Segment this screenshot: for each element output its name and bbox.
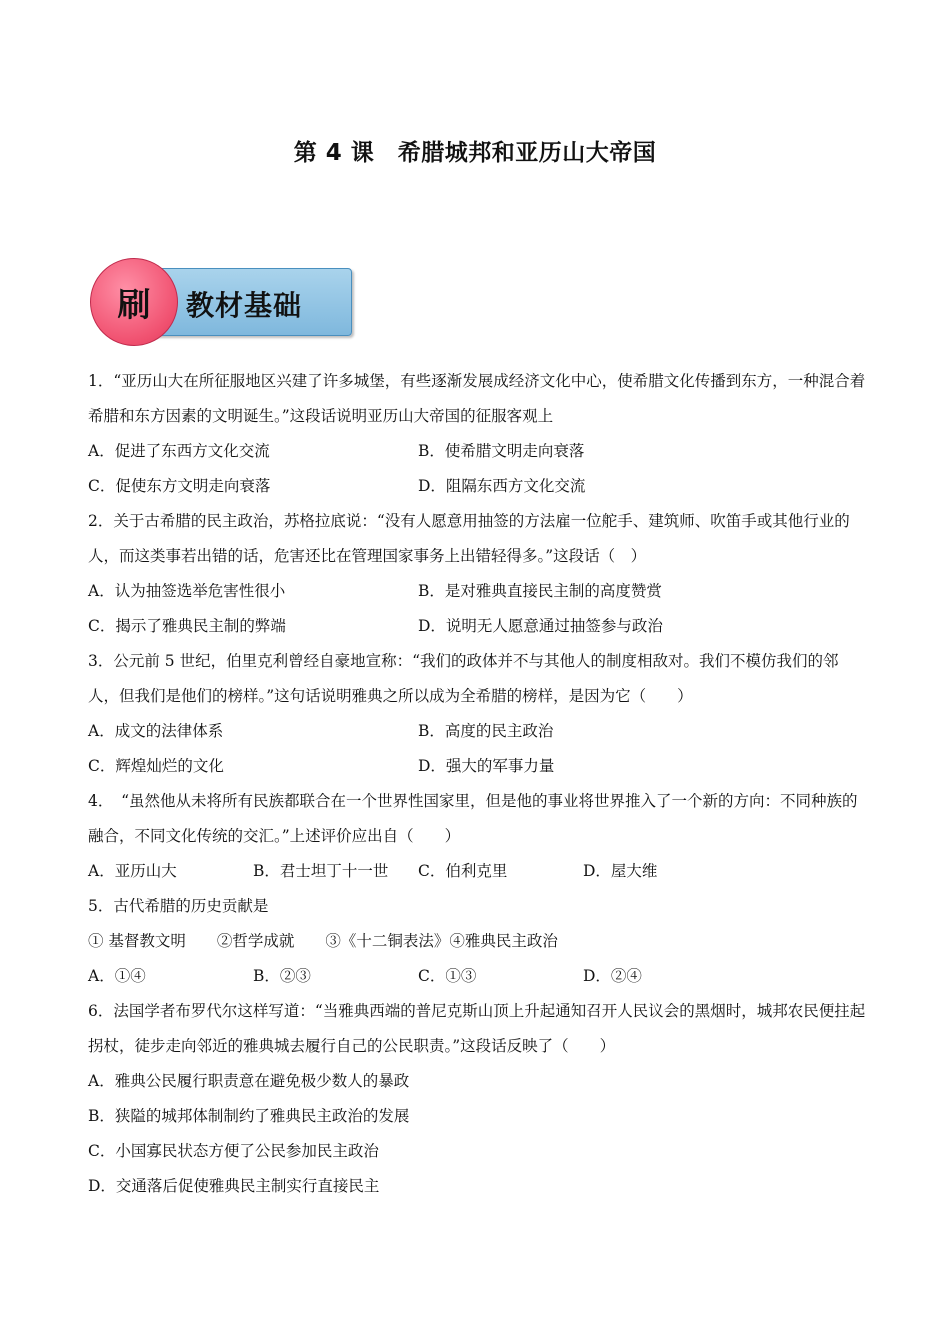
section-badge bbox=[88, 266, 354, 338]
question-stem: 1．“亚历山大在所征服地区兴建了许多城堡，有些逐渐发展成经济文化中心，使希腊文化传播到东方，一种混合着希腊和东方因素的文明诞生。”这段话说明亚历山大帝国的征服客观上 bbox=[88, 372, 866, 425]
badge-char: 刷 bbox=[117, 284, 151, 324]
option-a: A．雅典公民履行职责意在避免极少数人的暴政 bbox=[88, 1072, 410, 1090]
option-c: C．小国寡民状态方便了公民参加民主政治 bbox=[88, 1142, 379, 1160]
option-b: B．使希腊文明走向衰落 bbox=[418, 442, 585, 460]
option-a: A．①④ bbox=[88, 967, 146, 985]
question-stem: 3．公元前 5 世纪，伯里克利曾经自豪地宣称：“我们的政体并不与其他人的制度相敌对。我们不模仿我们的邻人，但我们是他们的榜样。”这句话说明雅典之所以成为全希腊的榜样，是因为它（ ） bbox=[88, 652, 839, 705]
question-stem: 5．古代希腊的历史贡献是 bbox=[88, 897, 269, 915]
question-2 bbox=[88, 504, 868, 644]
question-list bbox=[88, 364, 868, 1204]
option-c: C．促使东方文明走向衰落 bbox=[88, 477, 271, 495]
question-6 bbox=[88, 994, 868, 1204]
option-b: B．狭隘的城邦体制制约了雅典民主政治的发展 bbox=[88, 1107, 410, 1125]
option-a: A．成文的法律体系 bbox=[88, 722, 224, 740]
option-b: B．是对雅典直接民主制的高度赞赏 bbox=[418, 582, 662, 600]
option-d: D．强大的军事力量 bbox=[418, 757, 555, 775]
option-c: C．揭示了雅典民主制的弊端 bbox=[88, 617, 286, 635]
option-b: B．高度的民主政治 bbox=[418, 722, 554, 740]
option-c: C．伯利克里 bbox=[418, 862, 508, 880]
option-d: D．②④ bbox=[583, 967, 642, 985]
question-stem: 2．关于古希腊的民主政治，苏格拉底说：“没有人愿意用抽签的方法雇一位舵手、建筑师、吹笛手或其他行业的人，而这类事若出错的话，危害还比在管理国家事务上出错轻得多。”这段话（ ） bbox=[88, 512, 850, 565]
option-a: A．认为抽签选举危害性很小 bbox=[88, 582, 286, 600]
section-heading: 教材基础 bbox=[186, 289, 303, 322]
option-c: C．辉煌灿烂的文化 bbox=[88, 757, 224, 775]
option-b: B．君士坦丁十一世 bbox=[253, 862, 389, 880]
option-a: A．亚历山大 bbox=[88, 862, 177, 880]
option-b: B．②③ bbox=[253, 967, 311, 985]
page-title: 第 4 课 希腊城邦和亚历山大帝国 bbox=[293, 140, 657, 166]
question-3 bbox=[88, 644, 868, 784]
question-stem: 6．法国学者布罗代尔这样写道：“当雅典西端的普尼克斯山顶上升起通知召开人民议会的黑烟时，城邦农民便拄起拐杖，徒步走向邻近的雅典城去履行自己的公民职责。”这段话反映了（ ） bbox=[88, 1002, 866, 1055]
question-5 bbox=[88, 889, 868, 994]
option-d: D．说明无人愿意通过抽签参与政治 bbox=[418, 617, 663, 635]
option-d: D．交通落后促使雅典民主制实行直接民主 bbox=[88, 1177, 380, 1195]
option-c: C．①③ bbox=[418, 967, 477, 985]
question-1 bbox=[88, 364, 868, 504]
badge-circle bbox=[90, 258, 178, 346]
option-d: D．阻隔东西方文化交流 bbox=[418, 477, 586, 495]
option-d: D．屋大维 bbox=[583, 862, 658, 880]
question-stem: 4． “虽然他从未将所有民族都联合在一个世界性国家里，但是他的事业将世界推入了一个新的方向：不同种族的融合，不同文化传统的交汇。”上述评价应出自（ ） bbox=[88, 792, 858, 845]
question-4 bbox=[88, 784, 868, 889]
option-a: A．促进了东西方文化交流 bbox=[88, 442, 270, 460]
question-items: ① 基督教文明 ②哲学成就 ③《十二铜表法》④雅典民主政治 bbox=[88, 932, 558, 950]
